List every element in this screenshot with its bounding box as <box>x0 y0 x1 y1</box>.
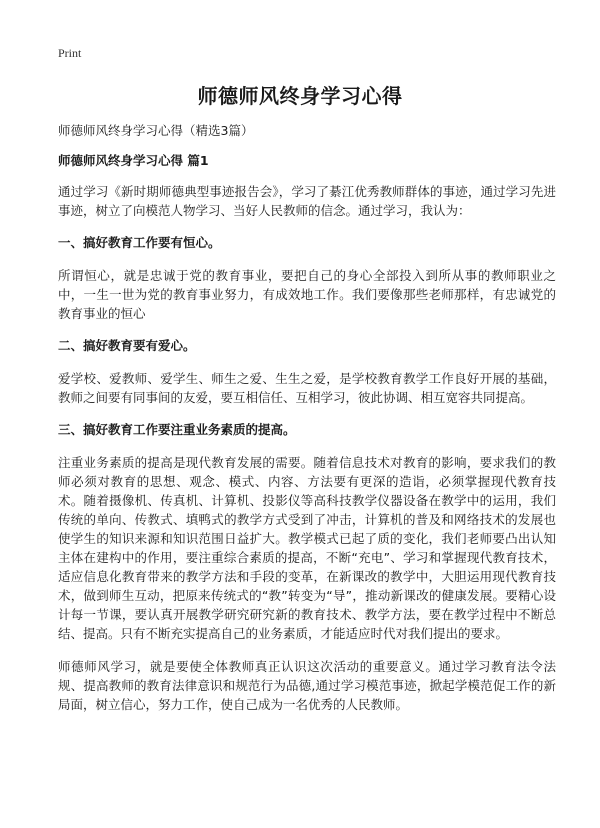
heading-love: 二、搞好教育要有爱心。 <box>58 338 196 353</box>
paragraph-conclusion: 师德师风学习，就是要使全体教师真正认识这次活动的重要意义。通过学习教育法令法规、提高教师的教育法律意识和规范行为品德,通过学习模范事迹，掀起学模范促工作的新局面，树立信心，努力工作，使自己成为一名优秀的人民教师。 <box>58 659 556 712</box>
heading-professional-quality: 三、搞好教育工作要注重业务素质的提高。 <box>58 422 296 437</box>
document-body <box>58 122 556 728</box>
page-title: 师德师风终身学习心得 <box>197 84 403 108</box>
print-label: Print <box>58 46 82 60</box>
intro-paragraph: 通过学习《新时期师德典型事迹报告会》，学习了綦江优秀教师群体的事迹，通过学习先进事迹，树立了向模范人物学习、当好人民教师的信念。通过学习，我认为： <box>58 184 556 218</box>
section-title: 师德师风终身学习心得 篇1 <box>58 153 209 168</box>
paragraph-love: 爱学校、爱教师、爱学生、师生之爱、生生之爱，是学校教育教学工作良好开展的基础，教师之间要有同事间的友爱，要互相信任、互相学习，彼此协调、相互宽容共同提高。 <box>58 371 556 405</box>
document-subtitle: 师德师风终身学习心得（精选3篇） <box>58 123 254 138</box>
paragraph-professional-quality: 注重业务素质的提高是现代教育发展的需要。随着信息技术对教育的影响，要求我们的教师必须对教育的思想、观念、模式、内容、方法要有更深的造诣，必须掌握现代教育技术。随着摄像机、传真机、计算机、投影仪等高科技教学仪器设备在教学中的运用，我们传统的单向、传教式、填鸭式的教学方式受到了冲击，计算机的普及和网络技术的发展也使学生的知识来源和知识范围日益扩大。教学模式已起了质的变化，我们老师要凸出认知主体在建构中的作用，要注重综合素质的提高，不断“充电”、学习和掌握现代教育技术，适应信息化教育带来的教学方法和手段的变革，在新课改的教学中，大胆运用现代教育技术，做到师生互动，把原来传统式的“教”转变为“导”，推动新课改的健康发展。要精心设计每一节课，要认真开展教学研究研究新的教育技术、教学方法，要在教学过程中不断总结、提高。只有不断充实提高自己的业务素质，才能适应时代对我们提出的要求。 <box>58 455 556 641</box>
paragraph-perseverance: 所谓恒心，就是忠诚于党的教育事业，要把自己的身心全部投入到所从事的教师职业之中，一生一世为党的教育事业努力，有成效地工作。我们要像那些老师那样，有忠诚党的教育事业的恒心 <box>58 268 556 321</box>
heading-perseverance: 一、搞好教育工作要有恒心。 <box>58 235 221 250</box>
